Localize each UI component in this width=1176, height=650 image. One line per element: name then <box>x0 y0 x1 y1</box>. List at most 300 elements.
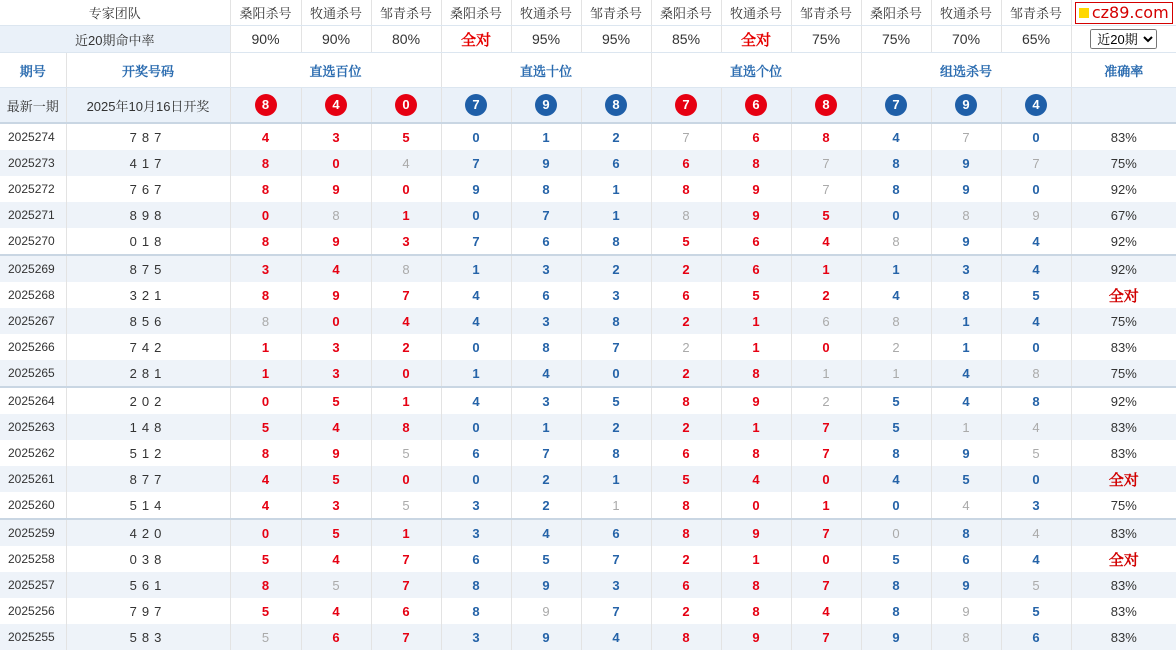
table-row <box>0 492 1176 519</box>
table-row <box>0 176 1176 202</box>
kill-number-cell: 2 <box>651 598 721 624</box>
kill-number-cell: 6 <box>511 282 581 308</box>
expert-name: 桑阳杀号 <box>441 0 511 26</box>
latest-ball-cell <box>511 88 581 124</box>
kill-number-cell: 5 <box>861 414 931 440</box>
period-cell: 2025261 <box>0 466 66 492</box>
draw-number-cell: 583 <box>66 624 230 650</box>
kill-number-cell: 2 <box>651 334 721 360</box>
kill-number-cell: 9 <box>301 228 371 255</box>
period-cell: 2025269 <box>0 255 66 282</box>
table-row <box>0 360 1176 387</box>
kill-number-cell: 5 <box>301 519 371 546</box>
kill-number-cell: 4 <box>441 308 511 334</box>
expert-name: 桑阳杀号 <box>651 0 721 26</box>
team-label: 专家团队 <box>0 0 230 26</box>
kill-number-cell: 9 <box>301 440 371 466</box>
latest-ball-cell <box>651 88 721 124</box>
kill-number-cell: 0 <box>861 202 931 228</box>
kill-number-cell: 6 <box>441 546 511 572</box>
kill-number-cell: 8 <box>651 624 721 650</box>
kill-number-cell: 6 <box>1001 624 1071 650</box>
expert-name: 邹青杀号 <box>791 0 861 26</box>
kill-number-cell: 1 <box>861 255 931 282</box>
kill-number-cell: 3 <box>931 255 1001 282</box>
kill-number-cell: 6 <box>791 308 861 334</box>
kill-number-cell: 2 <box>651 360 721 387</box>
kill-number-cell: 1 <box>861 360 931 387</box>
kill-number-cell: 4 <box>301 255 371 282</box>
kill-number-cell: 4 <box>441 282 511 308</box>
latest-ball-cell <box>861 88 931 124</box>
kill-number-cell: 8 <box>1001 360 1071 387</box>
number-ball: 8 <box>605 94 627 116</box>
table-row <box>0 282 1176 308</box>
kill-number-cell: 4 <box>1001 519 1071 546</box>
kill-number-cell: 2 <box>791 282 861 308</box>
kill-number-cell: 4 <box>511 360 581 387</box>
kill-number-cell: 9 <box>931 440 1001 466</box>
kill-number-cell: 8 <box>861 150 931 176</box>
site-logo[interactable] <box>1075 2 1173 24</box>
kill-number-cell: 1 <box>511 123 581 150</box>
period-cell: 2025258 <box>8 552 55 566</box>
kill-number-cell: 7 <box>791 150 861 176</box>
draw-number-cell: 281 <box>66 360 230 387</box>
kill-number-cell: 9 <box>511 572 581 598</box>
draw-number-cell: 514 <box>66 492 230 519</box>
period-cell: 2025274 <box>8 130 55 144</box>
kill-number-cell: 4 <box>931 387 1001 414</box>
draw-number-cell: 787 <box>66 123 230 150</box>
number-ball: 8 <box>255 94 277 116</box>
accuracy-cell: 83% <box>1071 624 1176 650</box>
kill-number-cell: 4 <box>1001 546 1071 572</box>
kill-number-cell: 8 <box>651 176 721 202</box>
period-select[interactable] <box>1090 29 1157 49</box>
kill-number-cell: 3 <box>371 228 441 255</box>
kill-number-cell: 8 <box>581 308 651 334</box>
kill-number-cell: 3 <box>301 492 371 519</box>
kill-number-cell: 1 <box>931 414 1001 440</box>
kill-number-cell: 2 <box>651 414 721 440</box>
kill-number-cell: 5 <box>230 624 301 650</box>
draw-number-cell: 038 <box>66 546 230 572</box>
kill-number-cell: 6 <box>721 255 791 282</box>
kill-number-cell: 5 <box>301 387 371 414</box>
kill-number-cell: 4 <box>301 546 371 572</box>
kill-number-cell: 3 <box>511 308 581 334</box>
kill-number-cell: 0 <box>230 519 301 546</box>
kill-number-cell: 6 <box>651 150 721 176</box>
kill-number-cell: 1 <box>791 492 861 519</box>
period-cell: 2025262 <box>8 446 55 460</box>
kill-number-cell: 0 <box>791 546 861 572</box>
accuracy-cell: 75% <box>1071 308 1176 334</box>
kill-number-cell: 0 <box>1001 334 1071 360</box>
expert-name: 牧通杀号 <box>721 0 791 26</box>
group-header-hundreds: 直选百位 <box>230 53 441 88</box>
latest-ball-cell <box>931 88 1001 124</box>
kill-number-cell: 1 <box>441 360 511 387</box>
kill-number-cell: 1 <box>791 255 861 282</box>
kill-number-cell: 3 <box>441 492 511 519</box>
kill-number-cell: 4 <box>230 492 301 519</box>
number-ball: 4 <box>325 94 347 116</box>
expert-name: 牧通杀号 <box>511 0 581 26</box>
kill-number-cell: 5 <box>230 414 301 440</box>
kill-number-cell: 0 <box>371 466 441 492</box>
period-header: 期号 <box>0 53 66 88</box>
kill-number-cell: 2 <box>371 334 441 360</box>
period-cell: 2025260 <box>8 498 55 512</box>
kill-number-cell: 8 <box>931 519 1001 546</box>
expert-name: 邹青杀号 <box>1001 0 1071 26</box>
kill-number-cell: 8 <box>651 202 721 228</box>
kill-number-cell: 6 <box>651 440 721 466</box>
latest-row <box>0 88 1176 124</box>
period-cell: 2025271 <box>0 202 66 228</box>
kill-number-cell: 8 <box>791 123 861 150</box>
kill-number-cell: 0 <box>301 308 371 334</box>
period-cell: 2025268 <box>8 288 55 302</box>
table-row <box>0 123 1176 150</box>
kill-number-cell: 4 <box>1001 308 1071 334</box>
kill-number-cell: 4 <box>791 228 861 255</box>
kill-number-cell: 8 <box>861 308 931 334</box>
kill-number-cell: 4 <box>861 466 931 492</box>
kill-number-cell: 2 <box>581 414 651 440</box>
logo-square-icon <box>1079 8 1089 18</box>
group-header-combo: 组选杀号 <box>861 53 1071 88</box>
kill-number-cell: 7 <box>791 176 861 202</box>
kill-number-cell: 9 <box>301 282 371 308</box>
kill-number-cell: 8 <box>721 440 791 466</box>
kill-number-cell: 7 <box>791 519 861 546</box>
kill-number-cell: 0 <box>791 466 861 492</box>
kill-number-cell: 8 <box>230 308 301 334</box>
latest-accuracy-empty <box>1071 88 1176 124</box>
kill-number-cell: 8 <box>441 572 511 598</box>
draw-number-cell: 898 <box>66 202 230 228</box>
kill-number-cell: 5 <box>1001 598 1071 624</box>
table-row <box>0 572 1176 598</box>
kill-number-cell: 4 <box>931 492 1001 519</box>
kill-number-cell: 8 <box>861 598 931 624</box>
expert-name: 牧通杀号 <box>301 0 371 26</box>
table-row <box>0 228 1176 255</box>
number-ball: 6 <box>745 94 767 116</box>
period-cell: 2025265 <box>0 360 66 387</box>
draw-number-cell: 417 <box>66 150 230 176</box>
latest-ball-cell <box>441 88 511 124</box>
draw-header: 开奖号码 <box>66 53 230 88</box>
kill-number-cell: 3 <box>1001 492 1071 519</box>
kill-number-cell: 7 <box>581 546 651 572</box>
period-cell: 2025266 <box>8 340 55 354</box>
kill-number-cell: 7 <box>1001 150 1071 176</box>
kill-number-cell: 9 <box>931 228 1001 255</box>
kill-number-cell: 1 <box>721 414 791 440</box>
latest-ball-cell <box>301 88 371 124</box>
kill-number-cell: 6 <box>721 228 791 255</box>
table-row <box>0 387 1176 414</box>
kill-number-cell: 0 <box>371 176 441 202</box>
kill-number-cell: 1 <box>581 176 651 202</box>
kill-number-cell: 5 <box>230 598 301 624</box>
kill-number-cell: 8 <box>230 176 301 202</box>
period-cell: 2025259 <box>0 519 66 546</box>
period-cell: 2025273 <box>0 150 66 176</box>
kill-number-cell: 8 <box>371 255 441 282</box>
kill-number-cell: 5 <box>931 466 1001 492</box>
kill-number-cell: 5 <box>230 546 301 572</box>
kill-number-cell: 0 <box>581 360 651 387</box>
kill-number-cell: 1 <box>931 308 1001 334</box>
period-cell: 2025257 <box>0 572 66 598</box>
table-row <box>0 598 1176 624</box>
period-cell: 2025256 <box>8 604 55 618</box>
kill-number-cell: 3 <box>581 282 651 308</box>
kill-number-cell: 2 <box>651 308 721 334</box>
accuracy-cell: 83% <box>1071 414 1176 440</box>
kill-number-cell: 7 <box>511 440 581 466</box>
kill-number-cell: 8 <box>230 150 301 176</box>
kill-number-cell: 8 <box>230 228 301 255</box>
kill-number-cell: 3 <box>511 387 581 414</box>
kill-number-cell: 6 <box>651 572 721 598</box>
number-ball: 8 <box>815 94 837 116</box>
kill-number-cell: 8 <box>861 572 931 598</box>
kill-number-cell: 9 <box>861 624 931 650</box>
kill-number-cell: 8 <box>1001 387 1071 414</box>
kill-number-cell: 4 <box>791 598 861 624</box>
kill-number-cell: 0 <box>791 334 861 360</box>
kill-number-cell: 6 <box>581 519 651 546</box>
kill-number-cell: 8 <box>651 519 721 546</box>
table-row <box>0 624 1176 650</box>
kill-number-cell: 1 <box>721 546 791 572</box>
kill-number-cell: 3 <box>301 123 371 150</box>
kill-number-cell: 4 <box>1001 255 1071 282</box>
kill-number-cell: 8 <box>441 598 511 624</box>
draw-number-cell: 148 <box>66 414 230 440</box>
kill-number-cell: 6 <box>651 282 721 308</box>
accuracy-header: 准确率 <box>1071 53 1176 88</box>
kill-number-cell: 5 <box>371 123 441 150</box>
number-ball: 7 <box>885 94 907 116</box>
kill-number-cell: 6 <box>581 150 651 176</box>
accuracy-cell: 83% <box>1071 598 1176 624</box>
hit-rate: 全对 <box>721 26 791 53</box>
number-ball: 7 <box>675 94 697 116</box>
kill-number-cell: 8 <box>721 150 791 176</box>
kill-number-cell: 4 <box>441 387 511 414</box>
kill-number-cell: 8 <box>301 202 371 228</box>
kill-number-cell: 4 <box>301 414 371 440</box>
accuracy-cell: 83% <box>1071 572 1176 598</box>
period-cell: 2025267 <box>0 308 66 334</box>
kill-number-cell: 9 <box>1001 202 1071 228</box>
kill-number-cell: 8 <box>371 414 441 440</box>
kill-number-cell: 3 <box>441 519 511 546</box>
hit-rate-label: 近20期命中率 <box>0 26 230 53</box>
kill-number-cell: 9 <box>511 624 581 650</box>
kill-number-cell: 4 <box>230 123 301 150</box>
kill-number-cell: 3 <box>581 572 651 598</box>
table-row <box>0 202 1176 228</box>
kill-number-cell: 1 <box>581 202 651 228</box>
draw-number-cell: 321 <box>66 282 230 308</box>
latest-date: 2025年10月16日开奖 <box>66 88 230 124</box>
kill-number-cell: 9 <box>931 150 1001 176</box>
kill-number-cell: 5 <box>651 228 721 255</box>
kill-number-cell: 4 <box>230 466 301 492</box>
expert-name: 牧通杀号 <box>931 0 1001 26</box>
latest-ball-cell <box>230 88 301 124</box>
hit-rate-row <box>0 26 1176 53</box>
table-row <box>0 466 1176 492</box>
table-row <box>0 150 1176 176</box>
period-select-cell <box>1071 26 1176 53</box>
draw-number-cell: 875 <box>66 255 230 282</box>
kill-number-cell: 5 <box>511 546 581 572</box>
kill-number-cell: 6 <box>301 624 371 650</box>
expert-name: 桑阳杀号 <box>230 0 301 26</box>
kill-number-cell: 1 <box>230 360 301 387</box>
kill-number-cell: 0 <box>441 414 511 440</box>
kill-number-cell: 1 <box>511 414 581 440</box>
kill-number-cell: 1 <box>371 519 441 546</box>
kill-number-cell: 0 <box>441 334 511 360</box>
draw-number-cell: 742 <box>66 334 230 360</box>
kill-number-cell: 8 <box>861 228 931 255</box>
latest-ball-cell <box>721 88 791 124</box>
accuracy-cell: 全对 <box>1071 466 1176 492</box>
kill-number-cell: 0 <box>1001 123 1071 150</box>
draw-number-cell: 797 <box>66 598 230 624</box>
kill-number-cell: 5 <box>1001 440 1071 466</box>
group-header-tens: 直选十位 <box>441 53 651 88</box>
kill-number-cell: 0 <box>1001 176 1071 202</box>
kill-number-cell: 1 <box>441 255 511 282</box>
number-ball: 4 <box>1025 94 1047 116</box>
expert-header-row <box>0 0 1176 26</box>
table-row <box>0 255 1176 282</box>
kill-number-cell: 7 <box>651 123 721 150</box>
kill-number-cell: 8 <box>651 387 721 414</box>
kill-number-cell: 2 <box>511 466 581 492</box>
accuracy-cell: 全对 <box>1071 546 1176 572</box>
draw-number-cell: 856 <box>66 308 230 334</box>
table-row <box>0 440 1176 466</box>
kill-number-cell: 4 <box>511 519 581 546</box>
draw-number-cell: 202 <box>66 387 230 414</box>
table-row <box>0 414 1176 440</box>
accuracy-cell: 92% <box>1071 255 1176 282</box>
period-cell: 2025263 <box>0 414 66 440</box>
kill-number-cell: 7 <box>931 123 1001 150</box>
logo-text: cz89.com <box>1091 2 1169 22</box>
kill-number-cell: 0 <box>441 123 511 150</box>
kill-number-cell: 4 <box>861 282 931 308</box>
table-row <box>0 546 1176 572</box>
number-ball: 9 <box>955 94 977 116</box>
hit-rate: 80% <box>371 26 441 53</box>
expert-name: 桑阳杀号 <box>861 0 931 26</box>
kill-number-cell: 8 <box>581 228 651 255</box>
hit-rate: 75% <box>791 26 861 53</box>
period-cell: 2025272 <box>8 182 55 196</box>
kill-number-cell: 8 <box>721 360 791 387</box>
accuracy-cell: 全对 <box>1071 282 1176 308</box>
kill-number-cell: 3 <box>511 255 581 282</box>
kill-number-cell: 3 <box>441 624 511 650</box>
kill-number-cell: 5 <box>861 387 931 414</box>
table-row <box>0 308 1176 334</box>
expert-name: 邹青杀号 <box>371 0 441 26</box>
draw-number-cell: 561 <box>66 572 230 598</box>
kill-number-cell: 8 <box>581 440 651 466</box>
accuracy-cell: 92% <box>1071 176 1176 202</box>
hit-rate: 75% <box>861 26 931 53</box>
kill-number-cell: 8 <box>721 598 791 624</box>
kill-number-cell: 8 <box>511 334 581 360</box>
kill-number-cell: 5 <box>651 466 721 492</box>
kill-number-cell: 7 <box>581 598 651 624</box>
kill-number-cell: 7 <box>371 572 441 598</box>
kill-number-cell: 7 <box>791 440 861 466</box>
kill-number-cell: 5 <box>301 466 371 492</box>
draw-number-cell: 420 <box>66 519 230 546</box>
kill-number-cell: 8 <box>931 282 1001 308</box>
kill-number-cell: 5 <box>791 202 861 228</box>
kill-number-cell: 4 <box>581 624 651 650</box>
accuracy-cell: 75% <box>1071 492 1176 519</box>
hit-rate: 70% <box>931 26 1001 53</box>
draw-number-cell: 877 <box>66 466 230 492</box>
draw-number-cell: 512 <box>66 440 230 466</box>
kill-number-cell: 2 <box>861 334 931 360</box>
expert-name: 邹青杀号 <box>581 0 651 26</box>
accuracy-cell: 75% <box>1071 360 1176 387</box>
kill-number-cell: 2 <box>651 255 721 282</box>
accuracy-cell: 67% <box>1071 202 1176 228</box>
kill-number-cell: 7 <box>441 228 511 255</box>
kill-number-cell: 9 <box>721 387 791 414</box>
kill-number-cell: 7 <box>371 624 441 650</box>
kill-number-cell: 9 <box>721 176 791 202</box>
kill-number-cell: 7 <box>371 282 441 308</box>
kill-number-cell: 9 <box>931 572 1001 598</box>
kill-number-cell: 9 <box>721 519 791 546</box>
kill-number-cell: 7 <box>371 546 441 572</box>
kill-number-cell: 5 <box>371 492 441 519</box>
kill-number-cell: 6 <box>441 440 511 466</box>
kill-number-cell: 0 <box>230 387 301 414</box>
table-row <box>0 334 1176 360</box>
table-row <box>0 519 1176 546</box>
accuracy-cell: 92% <box>1071 387 1176 414</box>
kill-number-cell: 8 <box>230 440 301 466</box>
kill-number-cell: 7 <box>791 624 861 650</box>
kill-number-cell: 9 <box>931 176 1001 202</box>
kill-number-cell: 8 <box>511 176 581 202</box>
hit-rate: 95% <box>581 26 651 53</box>
latest-ball-cell <box>371 88 441 124</box>
accuracy-cell: 92% <box>1071 228 1176 255</box>
kill-number-cell: 9 <box>721 202 791 228</box>
